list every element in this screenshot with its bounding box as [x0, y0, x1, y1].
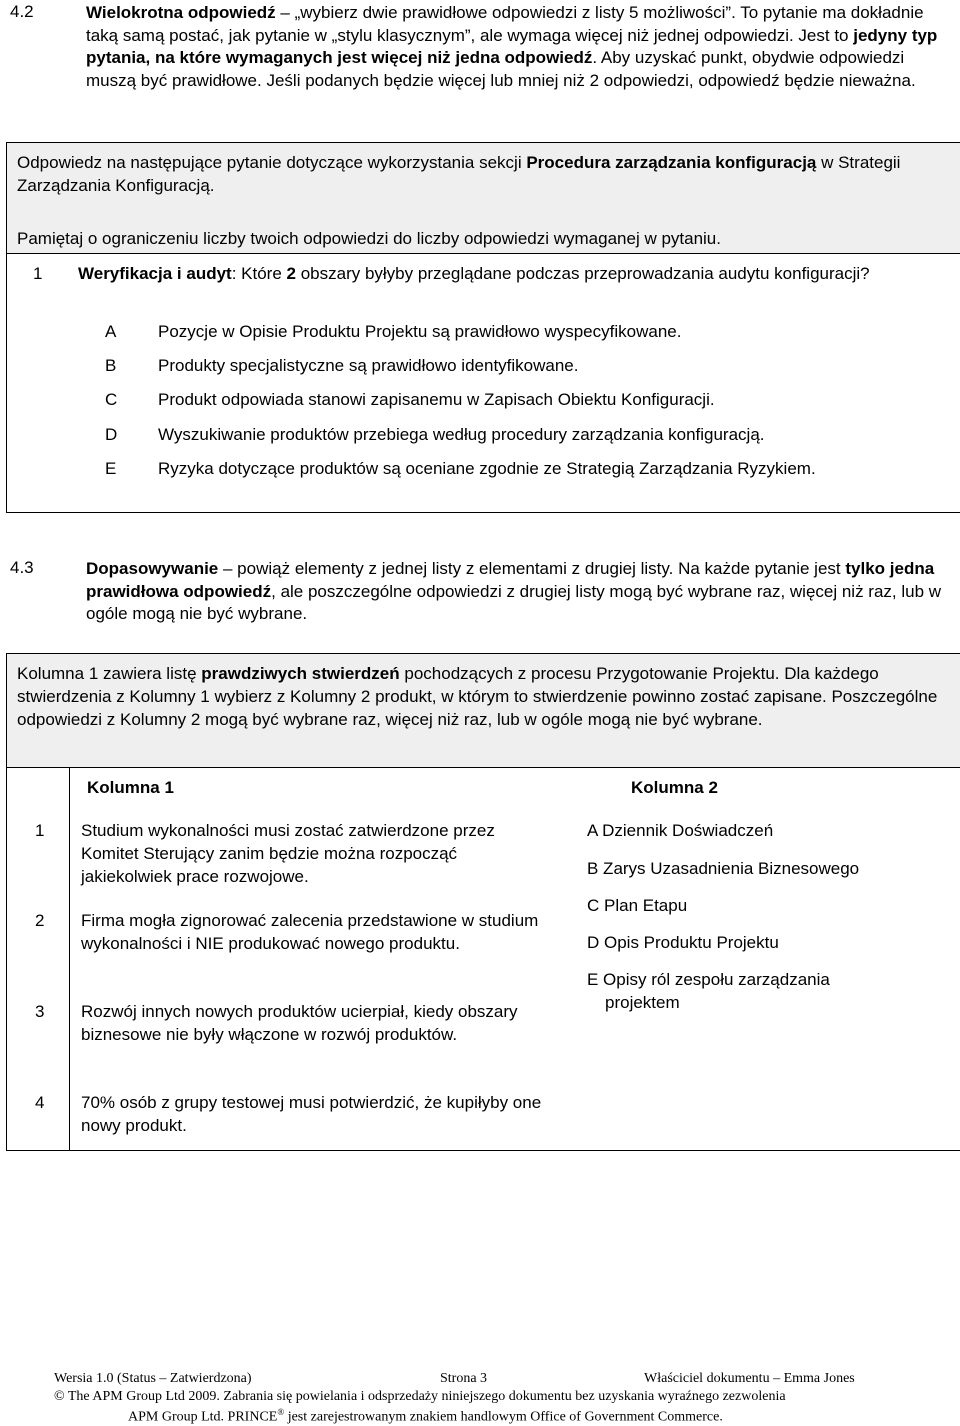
- option-letter-c: C: [105, 390, 118, 409]
- question-box-1: [6, 253, 960, 513]
- product-option-a: A Dziennik Doświadczeń: [587, 821, 774, 840]
- instruction-2-text: Kolumna 1 zawiera listę prawdziwych stwierdzeń pochodzących z procesu Przygotowanie Projektu. Dla każdego stwierdzenia z Kolumny 1 wybierz z Kolumny 2 produkt, w którym to stwierdzenie powinno zostać zapisane. Poszczególne odpowiedzi z Kolumny 2 mogą być wybrane raz, więcej niż raz, lub w ogóle mogą nie być wybrane.: [17, 664, 938, 729]
- statement-text-3: Rozwój innych nowych produktów ucierpiał, kiedy obszary biznesowe nie były włączone w rozwój produktów.: [81, 1002, 518, 1044]
- footer-owner: Właściciel dokumentu – Emma Jones: [644, 1371, 855, 1386]
- option-letter-e: E: [105, 459, 117, 478]
- option-letter-b: B: [105, 356, 117, 375]
- footer-version: Wersia 1.0 (Status – Zatwierdzona): [54, 1371, 252, 1386]
- section-4-2-title: Wielokrotna odpowiedź: [86, 3, 276, 22]
- statement-text-1: Studium wykonalności musi zostać zatwierdzone przez Komitet Sterujący zanim będzie można rozpocząć jakiekolwiek prace rozwojowe.: [81, 821, 495, 886]
- product-option-b: B Zarys Uzasadnienia Biznesowego: [587, 859, 860, 878]
- section-4-3-description: Dopasowywanie – powiąż elementy z jednej listy z elementami z drugiej listy. Na każde pytanie jest tylko jedna prawidłowa odpowiedź, ale poszczególne odpowiedzi z drugiej listy mogą być wybrane raz, więcej niż raz, lub w ogóle mogą nie być wybrane.: [86, 559, 942, 623]
- question-number: 1: [33, 264, 43, 283]
- statement-number-1: 1: [35, 821, 45, 840]
- footer-page-number: Strona 3: [440, 1371, 488, 1386]
- section-number-4-3: 4.3: [10, 558, 34, 577]
- instruction-box-1: [6, 142, 960, 254]
- section-4-2-emphasis: jedyny typ pytania, na które wymaganych jest więcej niż jedna odpowiedź: [86, 25, 938, 67]
- option-letter-d: D: [105, 425, 118, 444]
- section-4-2-description: Wielokrotna odpowiedź – „wybierz dwie prawidłowe odpowiedzi z listy 5 możliwości”. To pytanie ma dokładnie taką samą postać, jak pytanie w „stylu klasycznym”, ale wymaga więcej niż jednej odpowiedzi. Jest to jedyny typ pytania, na które wymaganych jest więcej niż jedna odpowiedź. Aby uzyskać punkt, obydwie odpowiedzi muszą być prawidłowe. Jeśli podanych będzie więcej lub mniej niż 2 odpowiedzi, odpowiedź będzie nieważna.: [86, 3, 938, 90]
- product-option-d: D Opis Produktu Projektu: [587, 933, 779, 952]
- option-text-c: Produkt odpowiada stanowi zapisanemu w Zapisach Obiektu Konfiguracji.: [158, 390, 715, 409]
- option-text-b: Produkty specjalistyczne są prawidłowo identyfikowane.: [158, 356, 579, 375]
- section-4-3-emphasis: tylko jedna prawidłowa odpowiedź: [86, 559, 935, 601]
- reminder-text: Pamiętaj o ograniczeniu liczby twoich odpowiedzi do liczby odpowiedzi wymaganej w pytaniu.: [17, 229, 721, 248]
- option-text-e: Ryzyka dotyczące produktów są oceniane zgodnie ze Strategią Zarządzania Ryzykiem.: [158, 459, 816, 478]
- question-text: Weryfikacja i audyt: Które 2 obszary byłyby przeglądane podczas przeprowadzania audytu konfiguracji?: [78, 264, 870, 283]
- statement-number-2: 2: [35, 911, 45, 930]
- section-4-3-title: Dopasowywanie: [86, 559, 219, 578]
- column-1-header: Kolumna 1: [87, 778, 174, 797]
- product-option-e: E Opisy ról zespołu zarządzania projektem: [587, 970, 830, 1012]
- product-option-c: C Plan Etapu: [587, 896, 688, 915]
- section-number-4-2: 4.2: [10, 2, 34, 21]
- matching-table: [6, 767, 960, 1151]
- instruction-box-2: [6, 653, 960, 768]
- option-letter-a: A: [105, 322, 117, 341]
- table-column-divider: [69, 768, 70, 1150]
- statement-number-3: 3: [35, 1002, 45, 1021]
- footer-copyright: © The APM Group Ltd 2009. Zabrania się powielania i odsprzedaży niniejszego dokumentu bez uzyskania wyraźnego zezwolenia: [54, 1389, 786, 1404]
- footer-trademark: APM Group Ltd. PRINCE® jest zarejestrowanym znakiem handlowym Office of Government Commerce.: [128, 1407, 723, 1425]
- statement-text-4: 70% osób z grupy testowej musi potwierdzić, że kupiłyby one nowy produkt.: [81, 1093, 542, 1135]
- instruction-1-text: Odpowiedz na następujące pytanie dotyczące wykorzystania sekcji Procedura zarządzania konfiguracją w Strategii Zarządzania Konfiguracją.: [17, 153, 901, 195]
- column-2-header: Kolumna 2: [631, 778, 718, 797]
- option-text-d: Wyszukiwanie produktów przebiega według procedury zarządzania konfiguracją.: [158, 425, 765, 444]
- statement-number-4: 4: [35, 1093, 45, 1112]
- statement-text-2: Firma mogła zignorować zalecenia przedstawione w studium wykonalności i NIE produkować nowego produktu.: [81, 911, 539, 953]
- option-text-a: Pozycje w Opisie Produktu Projektu są prawidłowo wyspecyfikowane.: [158, 322, 682, 341]
